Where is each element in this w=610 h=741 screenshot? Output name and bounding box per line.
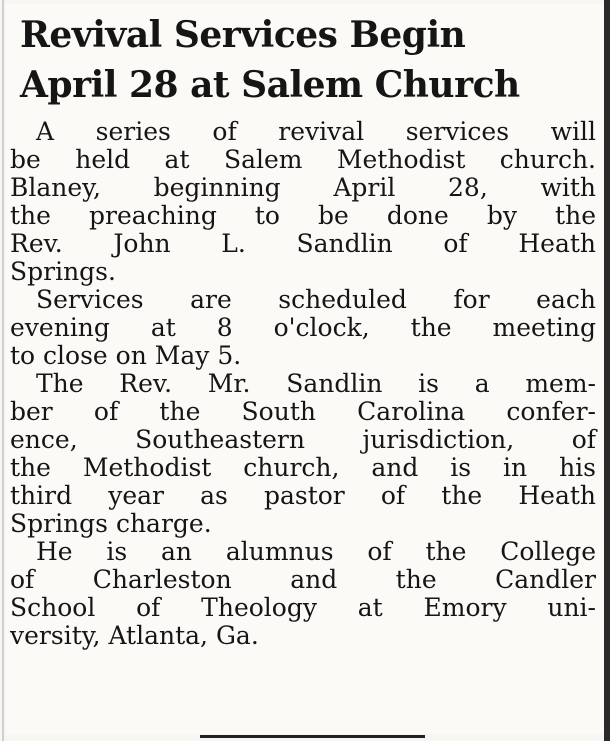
text-line: Springs charge.	[10, 509, 212, 538]
headline-line: April 28 at Salem Church	[20, 64, 520, 106]
paragraph-1	[10, 118, 596, 286]
text-line: He is an alumnus of the College	[36, 537, 596, 566]
text-line: Rev. John L. Sandlin of Heath	[10, 229, 596, 258]
text-line: evening at 8 o'clock, the meeting	[10, 313, 596, 342]
text-line: third year as pastor of the Heath	[10, 481, 596, 510]
text-line: ber of the South Carolina confer-	[10, 397, 596, 426]
headline-line: Revival Services Begin	[20, 14, 466, 56]
text-line: A series of revival services will	[36, 117, 596, 146]
text-line: versity, Atlanta, Ga.	[10, 621, 259, 650]
bottom-rule	[200, 735, 425, 738]
text-line: Blaney, beginning April 28, with	[10, 173, 596, 202]
text-line: School of Theology at Emory uni-	[10, 593, 596, 622]
text-line: Services are scheduled for each	[36, 285, 596, 314]
text-line: of Charleston and the Candler	[10, 565, 596, 594]
text-line: Springs.	[10, 257, 116, 286]
text-line: the Methodist church, and is in his	[10, 453, 596, 482]
page-edge-right	[604, 0, 610, 741]
text-line: The Rev. Mr. Sandlin is a mem-	[36, 369, 596, 398]
article-body	[10, 118, 596, 650]
paragraph-3	[10, 370, 596, 538]
paragraph-4	[10, 538, 596, 650]
text-line: be held at Salem Methodist church.	[10, 145, 596, 174]
text-line: to close on May 5.	[10, 341, 242, 370]
text-line: ence, Southeastern jurisdiction, of	[10, 425, 596, 454]
page-edge-left	[2, 0, 4, 741]
headline	[20, 10, 580, 110]
paragraph-2	[10, 286, 596, 370]
text-line: the preaching to be done by the	[10, 201, 596, 230]
